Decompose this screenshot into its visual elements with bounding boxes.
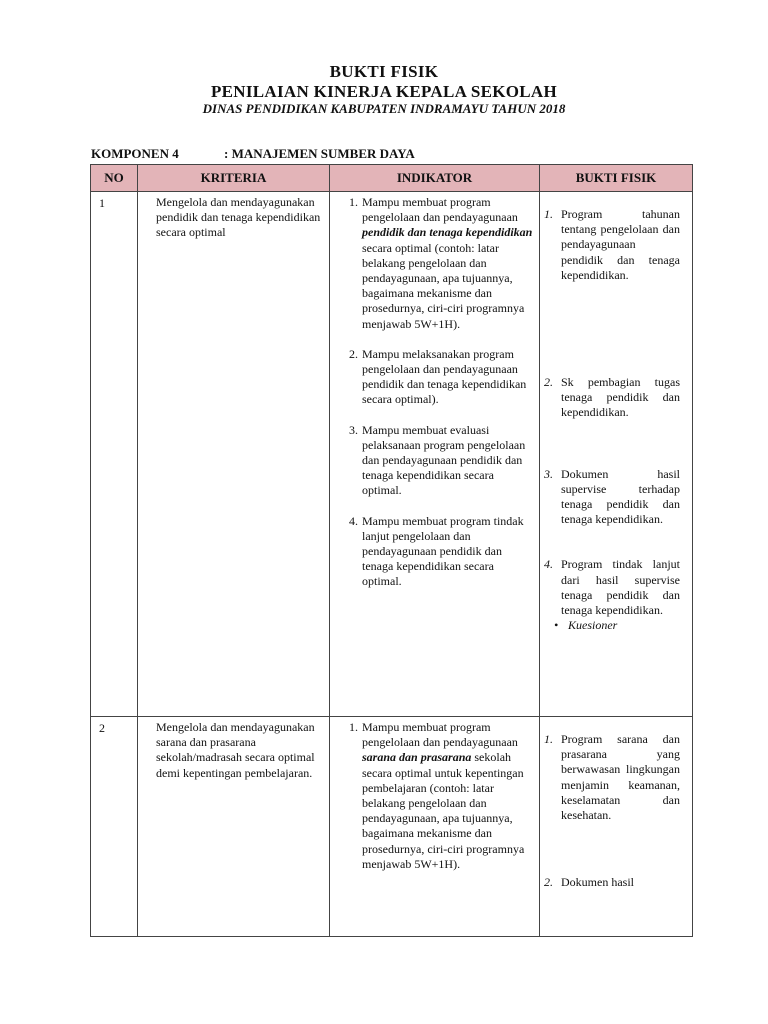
bukti-item: [544, 557, 680, 618]
indikator-item: [340, 195, 533, 332]
doc-agency-line: DINAS PENDIDIKAN KABUPATEN INDRAMAYU TAHUN 2018: [202, 101, 566, 116]
bukti-bullet: [544, 618, 680, 633]
row-no: 2: [91, 717, 138, 937]
bukti-item: [544, 375, 680, 421]
bukti-number: 1.: [544, 207, 553, 221]
komponen-value: : MANAJEMEN SUMBER DAYA: [224, 146, 415, 161]
row-indikator: [330, 717, 540, 937]
indikator-item: [340, 347, 533, 408]
bukti-item: [544, 207, 680, 283]
bukti-number: 3.: [544, 466, 553, 481]
col-header-indikator: INDIKATOR: [330, 165, 540, 192]
col-header-bukti-fisik: BUKTI FISIK: [540, 165, 693, 192]
doc-subtitle: PENILAIAN KINERJA KEPALA SEKOLAH: [210, 82, 558, 101]
emphasis-text: sarana dan prasarana: [362, 750, 472, 765]
indikator-text: Mampu membuat evaluasi pelaksanaan program pengelolaan dan pendayagunaan pendidik dan tenaga kependidikan secara optimal.: [362, 422, 526, 498]
bukti-item: [544, 467, 680, 528]
bukti-fisik-table: [90, 164, 693, 937]
bukti-number: 2.: [544, 875, 553, 890]
bukti-number: 2.: [544, 375, 553, 390]
indikator-number: 3.: [349, 422, 358, 437]
bukti-text: Sk pembagian tugas tenaga pendidik dan kependidikan.: [561, 375, 680, 420]
bukti-item: [544, 875, 680, 890]
emphasis-text: pendidik dan tenaga kependidikan: [362, 225, 533, 240]
indikator-text: Mampu melaksanakan program pengelolaan dan pendayagunaan pendidik dan tenaga kependidikan secara optimal).: [362, 346, 527, 407]
bullet-text: Kuesioner: [568, 618, 618, 633]
komponen-label: KOMPONEN 4: [91, 146, 179, 161]
table-header-row: [91, 165, 693, 192]
doc-title: BUKTI FISIK: [329, 62, 439, 81]
indikator-text: Mampu membuat program tindak lanjut pengelolaan dan pendayagunaan pendidik dan tenaga kependidikan secara optimal.: [362, 513, 524, 589]
bukti-text: Program sarana dan prasarana yang berwawasan lingkungan menjamin keamanan, keselamatan dan kesehatan.: [561, 732, 680, 823]
indikator-number: 1.: [349, 195, 358, 209]
indikator-item: [340, 514, 533, 590]
bukti-text: Program tahunan tentang pengelolaan dan pendayagunaan pendidik dan tenaga kependidikan.: [561, 207, 680, 282]
bukti-item: [544, 732, 680, 823]
indikator-item: [340, 720, 533, 872]
row-indikator: [330, 192, 540, 717]
bukti-number: 4.: [544, 557, 553, 572]
row-bukti-fisik: [540, 192, 693, 717]
row-kriteria: Mengelola dan mendayagunakan sarana dan prasarana sekolah/madrasah secara optimal demi kepentingan pembelajaran.: [138, 717, 330, 937]
bukti-text: Program tindak lanjut dari hasil supervise tenaga pendidik dan tenaga kependidikan.: [561, 557, 680, 618]
row-kriteria: Mengelola dan mendayagunakan pendidik dan tenaga kependidikan secara optimal: [138, 192, 330, 717]
row-bukti-fisik: [540, 717, 693, 937]
row-no: 1: [91, 192, 138, 717]
indikator-number: 2.: [349, 346, 358, 361]
table-row: [91, 192, 693, 717]
indikator-item: [340, 423, 533, 499]
bukti-number: 1.: [544, 732, 553, 746]
col-header-kriteria: KRITERIA: [138, 165, 330, 192]
indikator-text: Mampu membuat program pengelolaan dan pendayagunaan sarana dan prasarana sekolah secara optimal untuk kepentingan pembelajaran (contoh: latar belakang pengelolaan dan pendayagunaan, apa tujuannya, bagaimana mekanisme dan prosedurnya, ciri-ciri programnya menjawab 5W+1H).: [362, 720, 525, 871]
bukti-text: Dokumen hasil supervise terhadap tenaga pendidik dan tenaga kependidikan.: [561, 466, 680, 527]
table-row: [91, 717, 693, 937]
indikator-text: Mampu membuat program pengelolaan dan pendayagunaan pendidik dan tenaga kependidikan secara optimal (contoh: latar belakang pengelolaan dan pendayagunaan, apa tujuannya, bagaimana mekanisme dan prosedurnya, ciri-ciri programnya menjawab 5W+1H).: [362, 195, 533, 331]
col-header-no: NO: [91, 165, 138, 192]
indikator-number: 1.: [349, 720, 358, 734]
indikator-number: 4.: [349, 513, 358, 528]
bukti-text: Dokumen hasil: [561, 875, 634, 890]
bullet-icon: •: [554, 618, 559, 633]
